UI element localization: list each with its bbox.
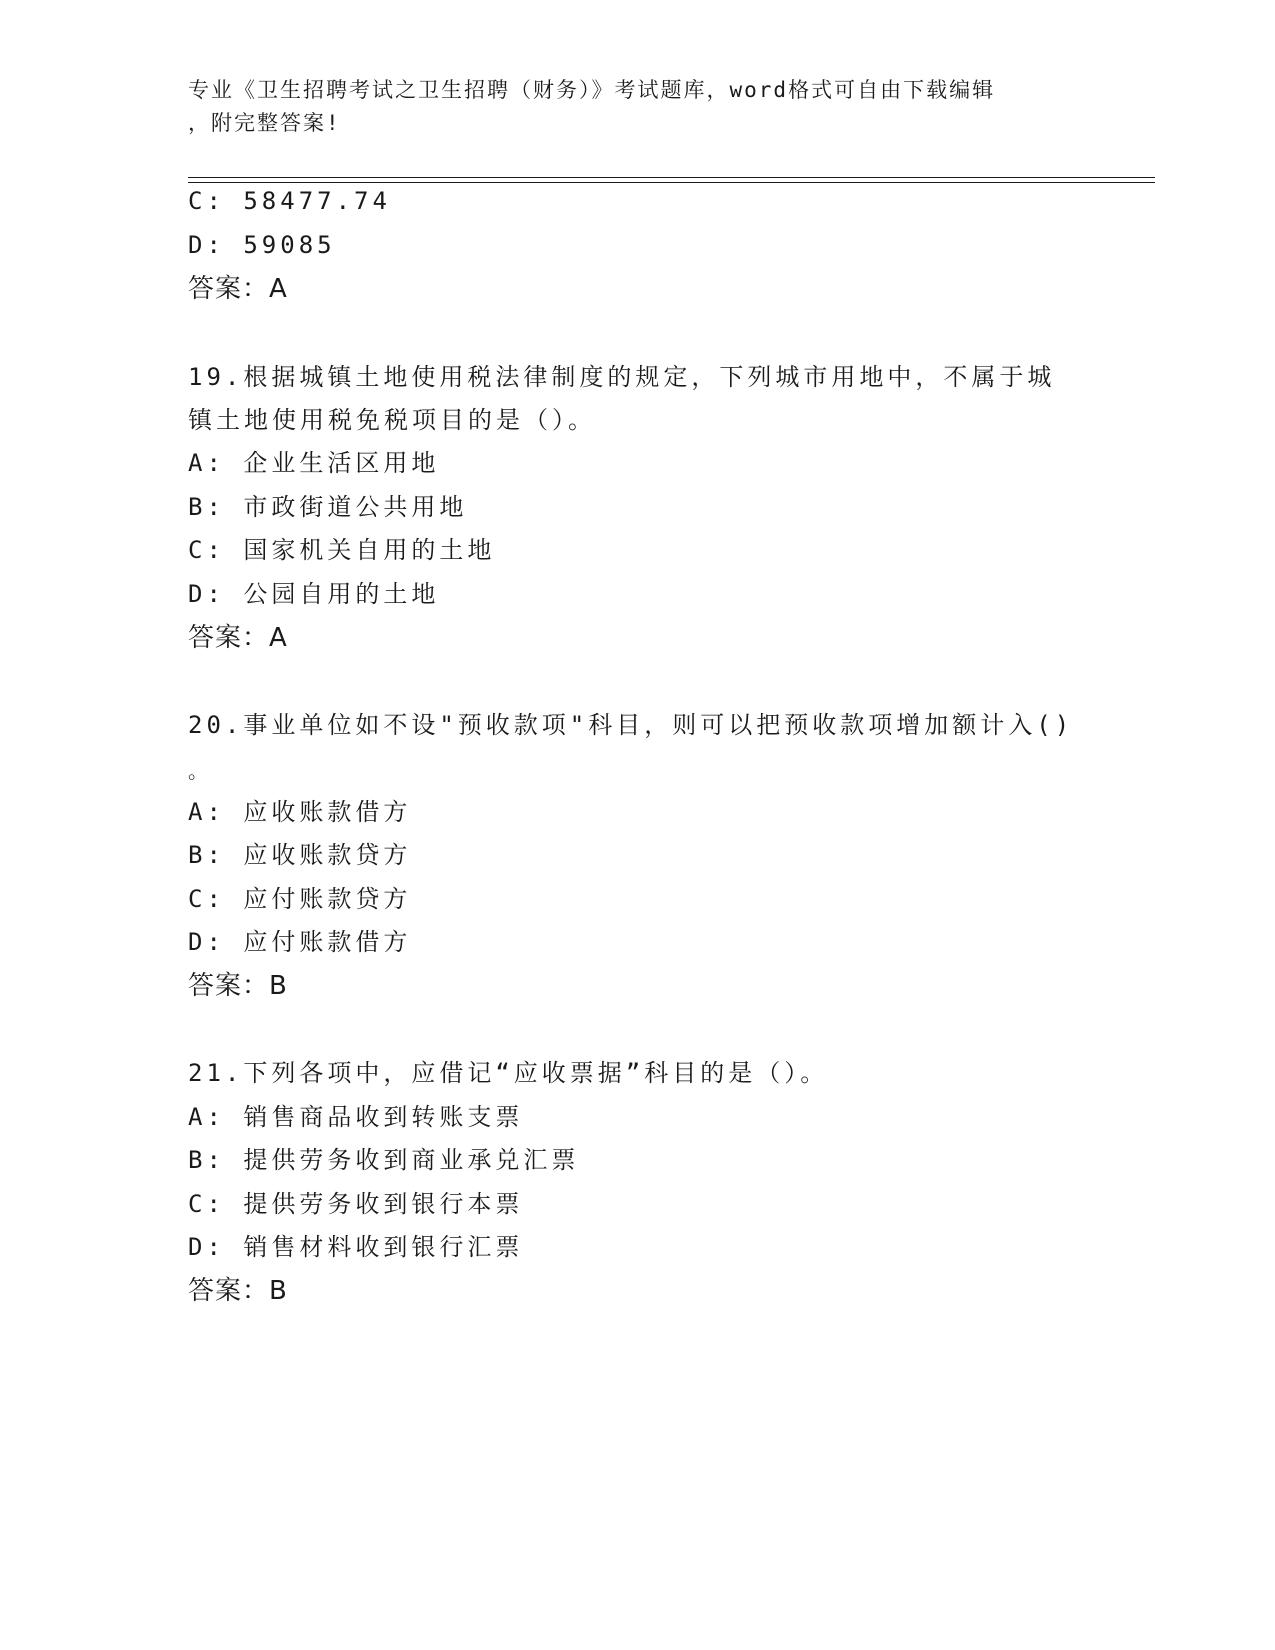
q19-stem-line1: 19.根据城镇土地使用税法律制度的规定，下列城市用地中，不属于城 bbox=[188, 363, 1056, 391]
q20-stem-line1: 20.事业单位如不设"预收款项"科目，则可以把预收款项增加额计入() bbox=[188, 711, 1074, 739]
q21-option-b: B: 提供劳务收到商业承兑汇票 bbox=[188, 1146, 580, 1174]
q19-answer: 答案：A bbox=[188, 623, 288, 653]
q20-option-c: C: 应付账款贷方 bbox=[188, 885, 412, 913]
q19-option-c: C: 国家机关自用的土地 bbox=[188, 536, 496, 564]
q20-stem-line2: 。 bbox=[188, 759, 212, 783]
q20-option-b: B: 应收账款贷方 bbox=[188, 841, 412, 869]
prev-answer: 答案：A bbox=[188, 274, 288, 304]
header-title-line: 专业《卫生招聘考试之卫生招聘（财务）》考试题库，word格式可自由下载编辑 bbox=[188, 78, 996, 102]
q19-option-a: A: 企业生活区用地 bbox=[188, 449, 440, 477]
q20-answer: 答案：B bbox=[188, 971, 288, 1001]
header-divider-top bbox=[188, 177, 1155, 178]
q19-option-d: D: 公园自用的土地 bbox=[188, 580, 440, 608]
q20-option-d: D: 应付账款借方 bbox=[188, 928, 412, 956]
q21-answer: 答案：B bbox=[188, 1276, 288, 1306]
q19-option-b: B: 市政街道公共用地 bbox=[188, 493, 468, 521]
header-divider-bottom bbox=[188, 182, 1155, 183]
document-header bbox=[188, 74, 1068, 140]
q19-stem-line2: 镇土地使用税免税项目的是（）。 bbox=[188, 406, 596, 434]
q21-option-d: D: 销售材料收到银行汇票 bbox=[188, 1233, 524, 1261]
q21-option-c: C: 提供劳务收到银行本票 bbox=[188, 1190, 524, 1218]
header-subtitle-line: ，附完整答案! bbox=[188, 111, 341, 135]
q21-stem-line1: 21.下列各项中，应借记“应收票据”科目的是（）。 bbox=[188, 1059, 829, 1087]
prev-option-c: C: 58477.74 bbox=[188, 187, 391, 215]
prev-option-d: D: 59085 bbox=[188, 231, 336, 259]
q20-option-a: A: 应收账款借方 bbox=[188, 798, 412, 826]
q21-option-a: A: 销售商品收到转账支票 bbox=[188, 1103, 524, 1131]
